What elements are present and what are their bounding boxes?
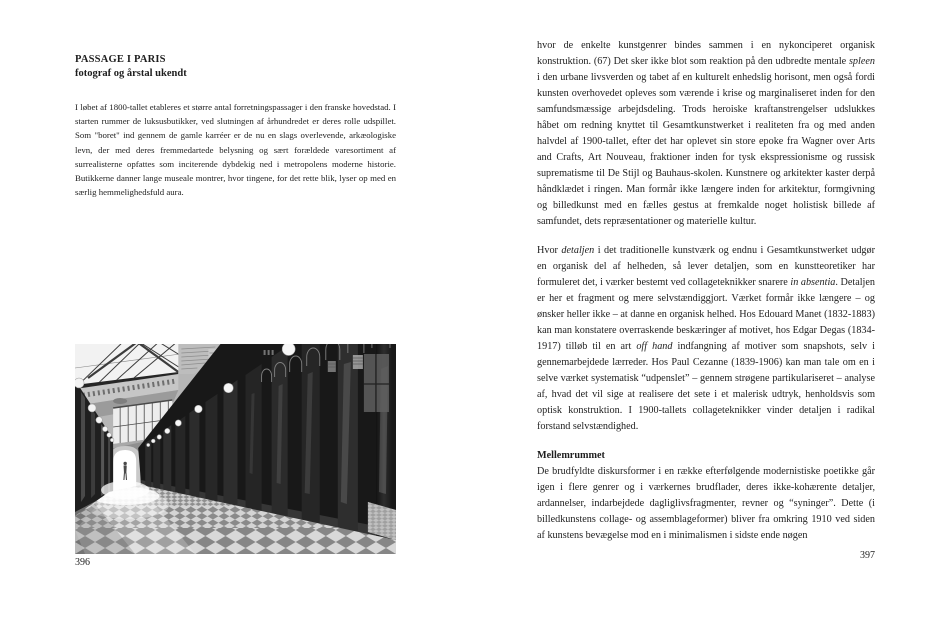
figure-caption: I løbet af 1800-tallet etableres et større antal forretningspassager i den franske hovedstad. I starten rummer de luksusbutikker, ved slutningen af århundredet er deres rolle udspillet. Som "boret" ind gennem de gamle karréer er de nu en slags overlevende, arkæologiske levn, der med deres fremmedartede belysning og sært forældede varesortiment af surrealisterne opfattes som inciterende dybdekig ned i metropolens moderne historie. Butikkerne danner lange museale montrer, hvor tingene, for det rette blik, lyser op med en særlig hemmelighedsfuld aura.	[75, 102, 396, 198]
body-paragraph-1: hvor de enkelte kunstgenrer bindes sammen i en nykonciperet organisk konstruktion. (67) Det sker ikke blot som reaktion på den udbredte mentale spleen i den urbane livsverden og tabet af en kulturelt enhedslig horisont, men også fordi kunsten overhovedet opleves som værende i krise og marginaliseret inden for den samfundsmæssige arbejdsdeling. Trods heroiske kraftanstrengelser udslukkes håbet om redning knyttet til Gesamtkunstwerket i realiteten fra og med anden halvdel af 1900-tallet, efter det har oplevet sin store epoke fra Wagner over Arts and Crafts, Art Nouveau, fraktioner inden for tysk ekspressionisme og russisk suprematisme til De Stijl og Bauhaus-skolen. Kunstnere og arkitekter kaster derpå håndklædet i ringen. Man formår ikke længere inden for arkitektur, formgivning og billedkunst med en fælles gestus at fremkalde noget holistisk billede af samfundet, dets repræsentationer og materielle kultur.	[537, 40, 875, 227]
page-title: PASSAGE I PARIS	[75, 54, 166, 65]
arcade-photo	[75, 344, 396, 554]
right-page-text-block	[537, 38, 875, 564]
section-heading: Mellemrummet	[537, 450, 605, 461]
body-paragraph-2: Hvor detaljen i det traditionelle kunstværk og endnu i Gesamtkunstwerket udgør en organisk del af helheden, så lever detaljen, som en kunstteoretiker har formuleret det, i værker bestemt ved collageteknikker snarere in absentia. Detaljen er her et fragment og mere selvstændiggjort. Værket formår ikke længere – og ønsker heller ikke – at danne en organisk helhed. Hos Edouard Manet (1832-1883) kan man konstatere overraskende beskæringer af motivet, hos Edgar Degas (1834-1917) tilløb til en art off hand indfangning af motiver som snapshots, selv i gennemarbejdede lærreder. Hos Paul Cezanne (1839-1906) kan man tale om en i selve værket systematisk “udpenslet” – gennem strøgene partikulariseret – analyse af, hvad det vil sige at realisere det sete i et malerisk udtryk, henholdsvis som optisk konstruktion. I 1900-tallets collageteknikker vinder detaljen i radikal forstand selvstændighed.	[537, 245, 875, 432]
right-edge-window	[364, 354, 389, 412]
page-number-left: 396	[75, 557, 90, 568]
photo-credit-line: fotograf og årstal ukendt	[75, 68, 187, 79]
left-page-text-block	[75, 53, 396, 199]
figure-paris-passage	[75, 344, 396, 554]
body-paragraph-3: De brudfyldte diskursformer i en række efterfølgende modernistiske poetikke går igen i flere genrer og i værkernes brudflader, deres ikke-kohærente detaljer, ardannelser, indarbejdede dagliglivsfragmenter, revner og “syninger”. Dette (i billedkunstens collage- og assemblageformer) bliver fra omkring 1910 ved siden af kunstens bevægelse mod en i minimalismen i sidste ende nøgen	[537, 466, 875, 541]
page-number-right: 397	[860, 550, 875, 561]
